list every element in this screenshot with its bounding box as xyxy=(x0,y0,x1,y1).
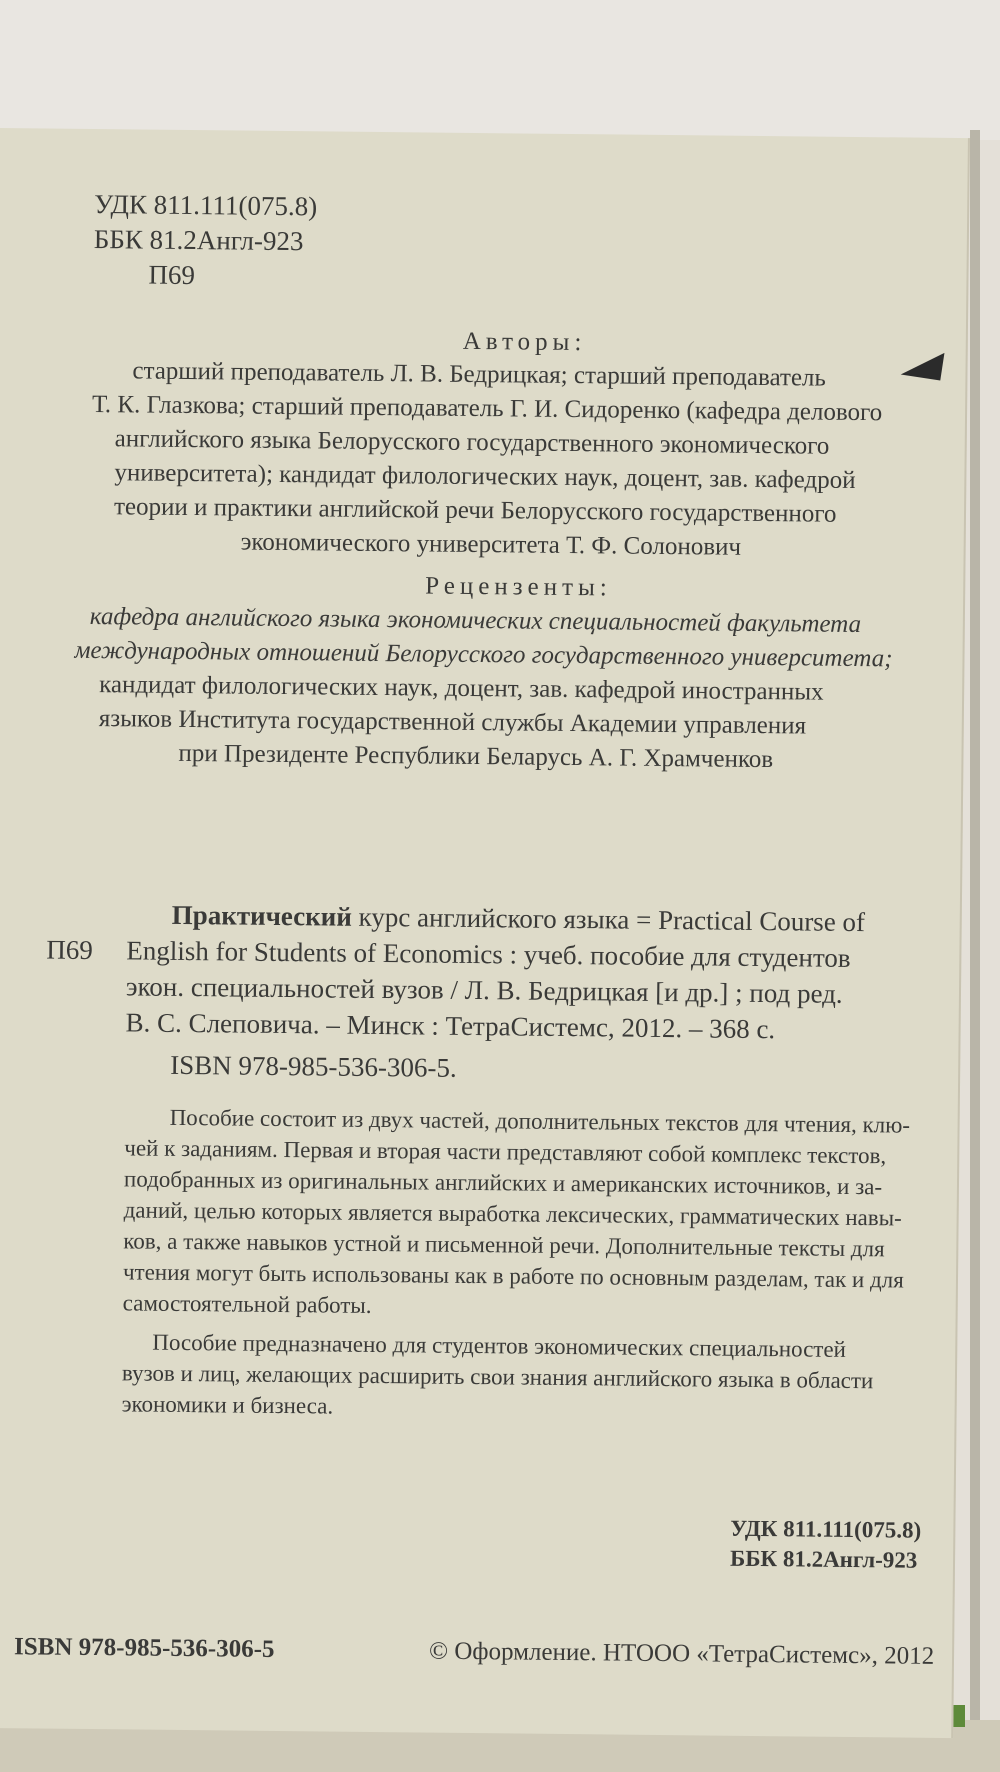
catalog-line: English for Students of Economics : учеб. пособие для студентов xyxy=(126,935,851,973)
page-shadow xyxy=(970,130,980,1750)
footer-bbk: ББК 81.2Англ-923 xyxy=(729,1545,918,1573)
authors-line: университета); кандидат филологических наук, доцент, зав. кафедрой xyxy=(114,459,856,494)
abstract-line: ков, а также навыков устной и письменной речи. Дополнительные тексты для xyxy=(123,1228,885,1262)
abstract-line: чтения могут быть использованы как в работе по основным разделам, так и для xyxy=(122,1259,904,1293)
background-wall xyxy=(0,0,1000,140)
book-page xyxy=(0,128,970,1738)
abstract-line: вузов и лиц, желающих расширить свои знания английского языка в области xyxy=(121,1360,874,1394)
catalog-title-bold: Практический xyxy=(171,899,353,932)
abstract-line: подобранных из оригинальных английских и американских источников, и за- xyxy=(123,1166,883,1200)
authors-line: старший преподаватель Л. В. Бедрицкая; старший преподаватель xyxy=(132,357,827,392)
bbk-code: ББК 81.2Англ-923 xyxy=(93,223,304,257)
catalog-line: экон. специальностей вузов / Л. В. Бедрицкая [и др.] ; под ред. xyxy=(125,971,843,1009)
author-mark: П69 xyxy=(148,259,196,291)
reviewers-line: при Президенте Республики Беларусь А. Г. Храмченков xyxy=(178,739,774,774)
authors-line: теории и практики английской речи Белорусского государственного xyxy=(113,493,837,528)
authors-heading: Авторы: xyxy=(462,327,587,357)
abstract-line: Пособие состоит из двух частей, дополнительных текстов для чтения, клю- xyxy=(169,1104,911,1138)
authors-line: английского языка Белорусского государственного экономического xyxy=(114,425,830,460)
footer-udk: УДК 811.111(075.8) xyxy=(730,1515,922,1543)
reviewers-line: международных отношений Белорусского государственного университета; xyxy=(74,636,893,673)
catalog-title-line xyxy=(172,900,866,938)
page-corner xyxy=(901,347,945,381)
abstract-line: самостоятельной работы. xyxy=(122,1290,372,1318)
footer-isbn: ISBN 978-985-536-306-5 xyxy=(13,1633,275,1663)
abstract-line: даний, целью которых является выработка лексических, грамматических навы- xyxy=(123,1197,902,1231)
authors-line: экономического университета Т. Ф. Солонович xyxy=(240,528,742,561)
reviewers-line: кафедра английского языка экономических специальностей факультета xyxy=(89,602,862,639)
abstract-line: чей к заданиям. Первая и вторая части представляют собой комплекс текстов, xyxy=(124,1135,887,1169)
footer-copyright: © Оформление. НТООО «ТетраСистемс», 2012 xyxy=(428,1637,935,1670)
catalog-title-rest: курс английского языка = Practical Course of xyxy=(351,901,866,938)
udk-code: УДК 811.111(075.8) xyxy=(94,188,318,222)
reviewers-heading: Рецензенты: xyxy=(425,572,612,602)
catalog-line: В. С. Слеповича. – Минск : ТетраСистемс, 2012. – 368 с. xyxy=(125,1007,776,1045)
authors-line: Т. К. Глазкова; старший преподаватель Г. И. Сидоренко (кафедра делового xyxy=(91,390,883,427)
catalog-code: П69 xyxy=(46,934,94,966)
reviewers-line: кандидат филологических наук, доцент, зав. кафедрой иностранных xyxy=(99,671,824,706)
reviewers-line: языков Института государственной службы Академии управления xyxy=(98,705,807,740)
abstract-line: Пособие предназначено для студентов экономических специальностей xyxy=(152,1329,847,1362)
abstract-line: экономики и бизнеса. xyxy=(121,1391,334,1419)
catalog-isbn: ISBN 978-985-536-306-5. xyxy=(170,1049,457,1083)
